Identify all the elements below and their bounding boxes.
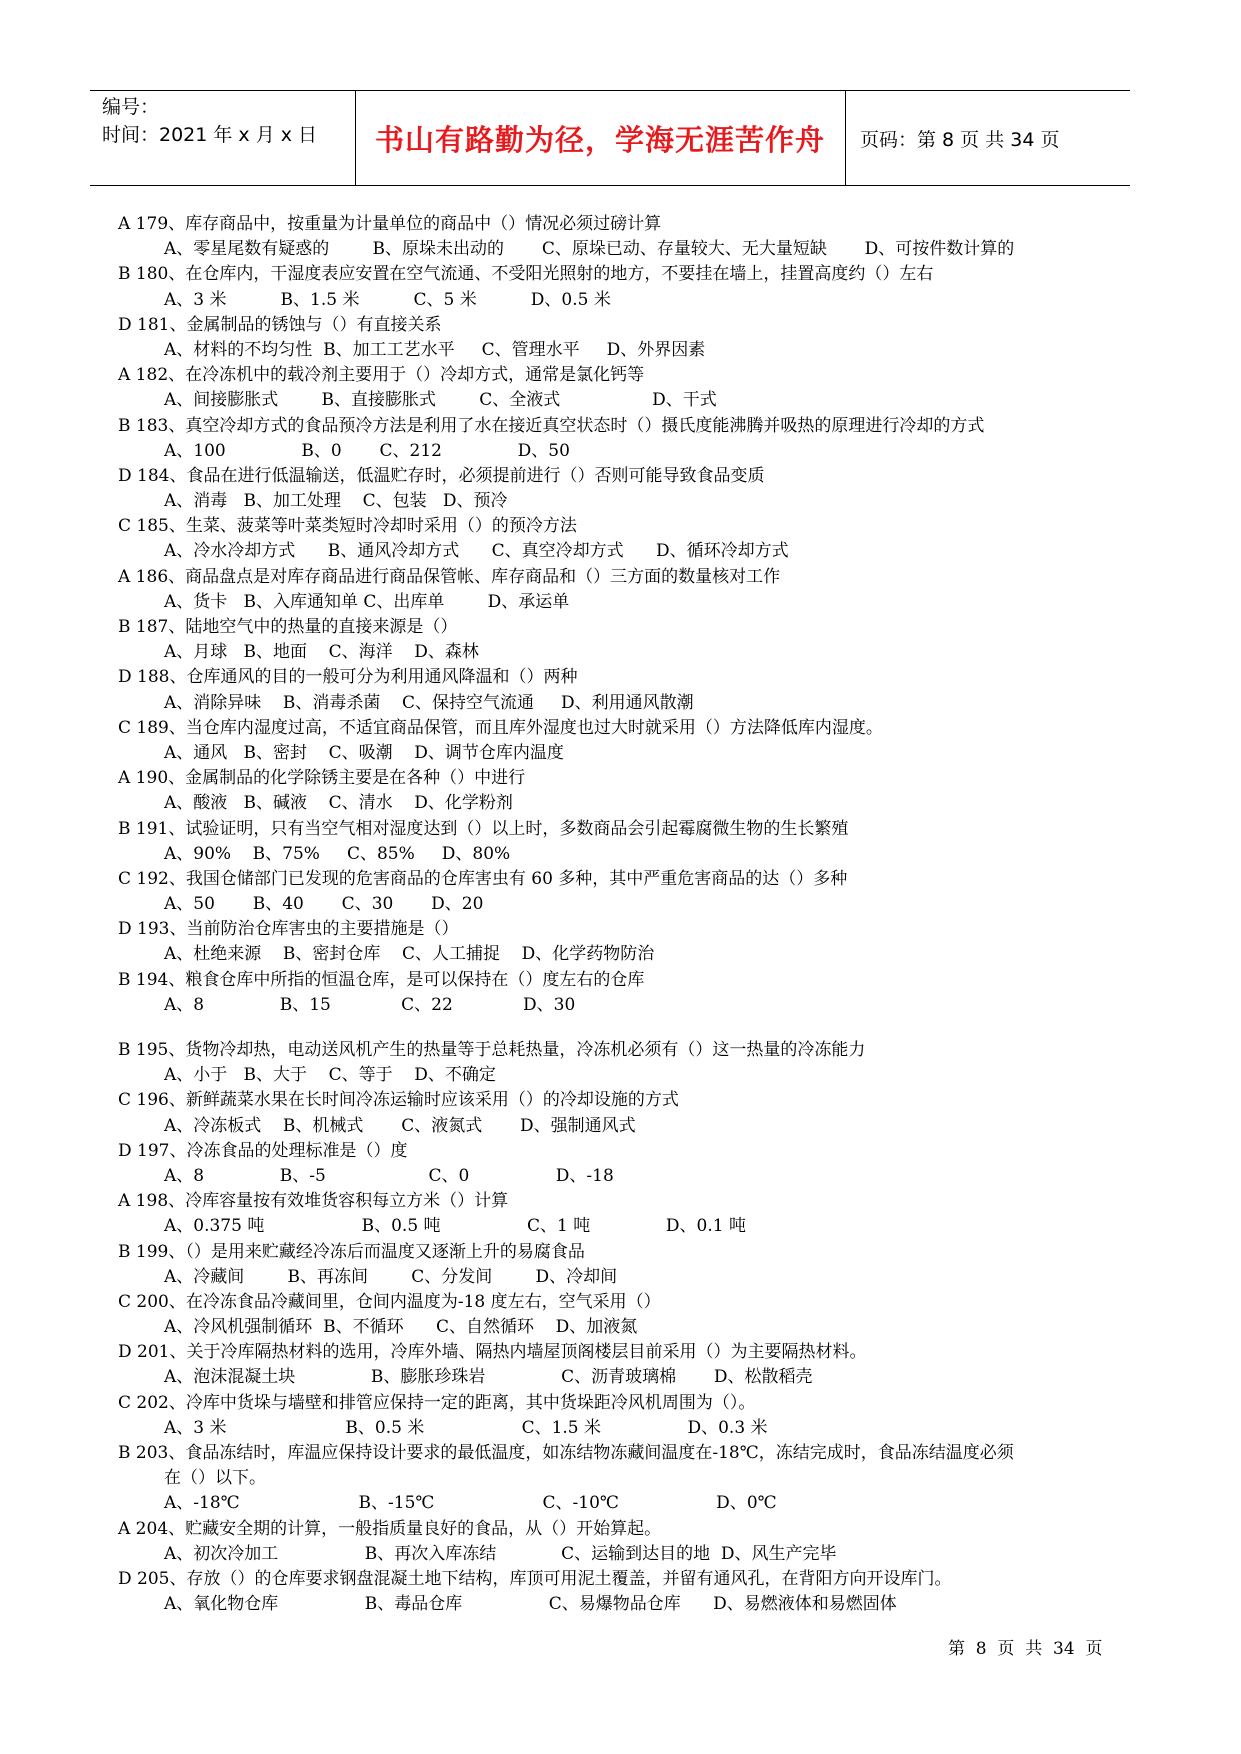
question-options: A、酸液 B、碱液 C、清水 D、化学粉剂 (164, 793, 513, 814)
question-options: A、月球 B、地面 C、海洋 D、森林 (164, 642, 479, 663)
question-options: A、3 米 B、1.5 米 C、5 米 D、0.5 米 (164, 289, 611, 310)
question-text: B 199、（）是用来贮藏经冷冻后而温度又逐渐上升的易腐食品 (118, 1241, 585, 1262)
question-text: C 200、在冷冻食品冷藏间里，仓间内温度为-18 度左右，空气采用（） (118, 1291, 661, 1312)
page-footer: 第 8 页 共 34 页 (948, 1639, 1103, 1659)
question-options: A、间接膨胀式 B、直接膨胀式 C、全液式 D、干式 (164, 390, 717, 411)
question-text: B 195、货物冷却热，电动送风机产生的热量等于总耗热量，冷冻机必须有（）这一热量的冷冻能力 (118, 1040, 866, 1060)
question-text: A 198、冷库容量按有效堆货容积每立方米（）计算 (118, 1191, 509, 1212)
question-text: A 190、金属制品的化学除锈主要是在各种（）中进行 (118, 768, 526, 789)
question-options: A、消除异味 B、消毒杀菌 C、保持空气流通 D、利用通风散潮 (164, 692, 694, 713)
question-text: A 182、在冷冻机中的载冷剂主要用于（）冷却方式，通常是氯化钙等 (118, 365, 645, 386)
question-options: A、小于 B、大于 C、等于 D、不确定 (164, 1065, 496, 1086)
question-options: A、50 B、40 C、30 D、20 (164, 894, 484, 915)
question-text: D 188、仓库通风的目的一般可分为利用通风降温和（）两种 (118, 667, 578, 688)
question-text: B 191、试验证明，只有当空气相对湿度达到（）以上时，多数商品会引起霉腐微生物的生长繁殖 (118, 818, 849, 839)
question-text: D 181、金属制品的锈蚀与（）有直接关系 (118, 314, 442, 335)
question-text: D 197、冷冻食品的处理标准是（）度 (118, 1140, 408, 1161)
question-text: A 179、库存商品中，按重量为计量单位的商品中（）情况必须过磅计算 (118, 214, 662, 234)
question-list (118, 212, 1108, 1617)
header-motto: 书山有路勤为径，学海无涯苦作舟 (374, 122, 825, 157)
question-options: A、冷风机强制循环 B、不循环 C、自然循环 D、加液氮 (164, 1317, 638, 1338)
question-options: A、-18℃ B、-15℃ C、-10℃ D、0℃ (164, 1493, 777, 1514)
question-options: A、材料的不均匀性 B、加工工艺水平 C、管理水平 D、外界因素 (164, 339, 706, 360)
time-label: 时间：2021 年 x 月 x 日 (102, 124, 318, 146)
question-options: A、杜绝来源 B、密封仓库 C、人工捕捉 D、化学药物防治 (164, 944, 655, 965)
question-options: A、冷水冷却方式 B、通风冷却方式 C、真空冷却方式 D、循环冷却方式 (164, 541, 789, 562)
question-text: B 180、在仓库内，干湿度表应安置在空气流通、不受阳光照射的地方，不要挂在墙上，挂置高度约（）左右 (118, 264, 934, 285)
question-text: A 204、贮藏安全期的计算，一般指质量良好的食品，从（）开始算起。 (118, 1518, 662, 1539)
question-text: B 194、粮食仓库中所指的恒温仓库，是可以保持在（）度左右的仓库 (118, 969, 645, 990)
section-gap (118, 1018, 1108, 1038)
question-text: C 185、生菜、菠菜等叶菜类短时冷却时采用（）的预冷方法 (118, 516, 577, 537)
question-options: A、消毒 B、加工处理 C、包装 D、预冷 (164, 491, 508, 512)
question-options: A、通风 B、密封 C、吸潮 D、调节仓库内温度 (164, 742, 564, 763)
question-text: C 196、新鲜蔬菜水果在长时间冷冻运输时应该采用（）的冷却设施的方式 (118, 1090, 679, 1111)
question-text: C 202、冷库中货垛与墙壁和排管应保持一定的距离，其中货垛距冷风机周围为（）。 (118, 1392, 756, 1413)
question-options: A、8 B、15 C、22 D、30 (164, 994, 576, 1015)
question-options: A、初次冷加工 B、再次入库冻结 C、运输到达目的地 D、风生产完毕 (164, 1543, 837, 1564)
question-options: A、零星尾数有疑惑的 B、原垛未出动的 C、原垛已动、存量较大、无大量短缺 D、可按件数计算的 (164, 239, 1015, 260)
question-options: A、货卡 B、入库通知单 C、出库单 D、承运单 (164, 591, 570, 612)
question-options: A、冷冻板式 B、机械式 C、液氮式 D、强制通风式 (164, 1115, 636, 1136)
question-text: B 183、真空冷却方式的食品预冷方法是利用了水在接近真空状态时（）摄氏度能沸腾并吸热的原理进行冷却的方式 (118, 415, 985, 436)
question-text: D 205、存放（）的仓库要求钢盘混凝土地下结构，库顶可用泥土覆盖，并留有通风孔，在背阳方向开设库门。 (118, 1568, 952, 1589)
question-options: A、0.375 吨 B、0.5 吨 C、1 吨 D、0.1 吨 (164, 1216, 746, 1237)
question-options: A、冷藏间 B、再冻间 C、分发间 D、冷却间 (164, 1266, 618, 1287)
page-header (90, 90, 1130, 186)
question-text: A 186、商品盘点是对库存商品进行商品保管帐、库存商品和（）三方面的数量核对工作 (118, 566, 781, 587)
question-options: A、100 B、0 C、212 D、50 (164, 440, 570, 461)
question-text: B 187、陆地空气中的热量的直接来源是（） (118, 617, 458, 637)
question-options: A、90% B、75% C、85% D、80% (164, 843, 511, 864)
question-text: D 193、当前防治仓库害虫的主要措施是（） (118, 919, 459, 940)
serial-label: 编号： (102, 96, 160, 118)
question-text: C 189、当仓库内湿度过高，不适宜商品保管，而且库外湿度也过大时就采用（）方法降低库内湿度。 (118, 717, 883, 738)
question-text: D 184、食品在进行低温输送，低温贮存时，必须提前进行（）否则可能导致食品变质 (118, 465, 765, 486)
header-divider (845, 91, 846, 185)
question-options: A、氧化物仓库 B、毒品仓库 C、易爆物品仓库 D、易燃液体和易燃固体 (164, 1594, 897, 1615)
question-text: B 203、食品冻结时，库温应保持设计要求的最低温度，如冻结物冻藏间温度在-18℃，冻结完成时，食品冻结温度必须 (118, 1443, 1014, 1463)
question-options: A、3 米 B、0.5 米 C、1.5 米 D、0.3 米 (164, 1417, 768, 1438)
question-options: 在（）以下。 (164, 1468, 266, 1489)
header-page-number: 页码：第 8 页 共 34 页 (860, 128, 1060, 151)
question-text: C 192、我国仓储部门已发现的危害商品的仓库害虫有 60 多种，其中严重危害商品的达（）多种 (118, 868, 848, 889)
question-text: D 201、关于冷库隔热材料的选用，冷库外墙、隔热内墙屋顶阁楼层目前采用（）为主要隔热材料。 (118, 1342, 867, 1363)
question-options: A、8 B、-5 C、0 D、-18 (164, 1165, 614, 1186)
question-options: A、泡沫混凝土块 B、膨胀珍珠岩 C、沥青玻璃棉 D、松散稻壳 (164, 1367, 813, 1388)
